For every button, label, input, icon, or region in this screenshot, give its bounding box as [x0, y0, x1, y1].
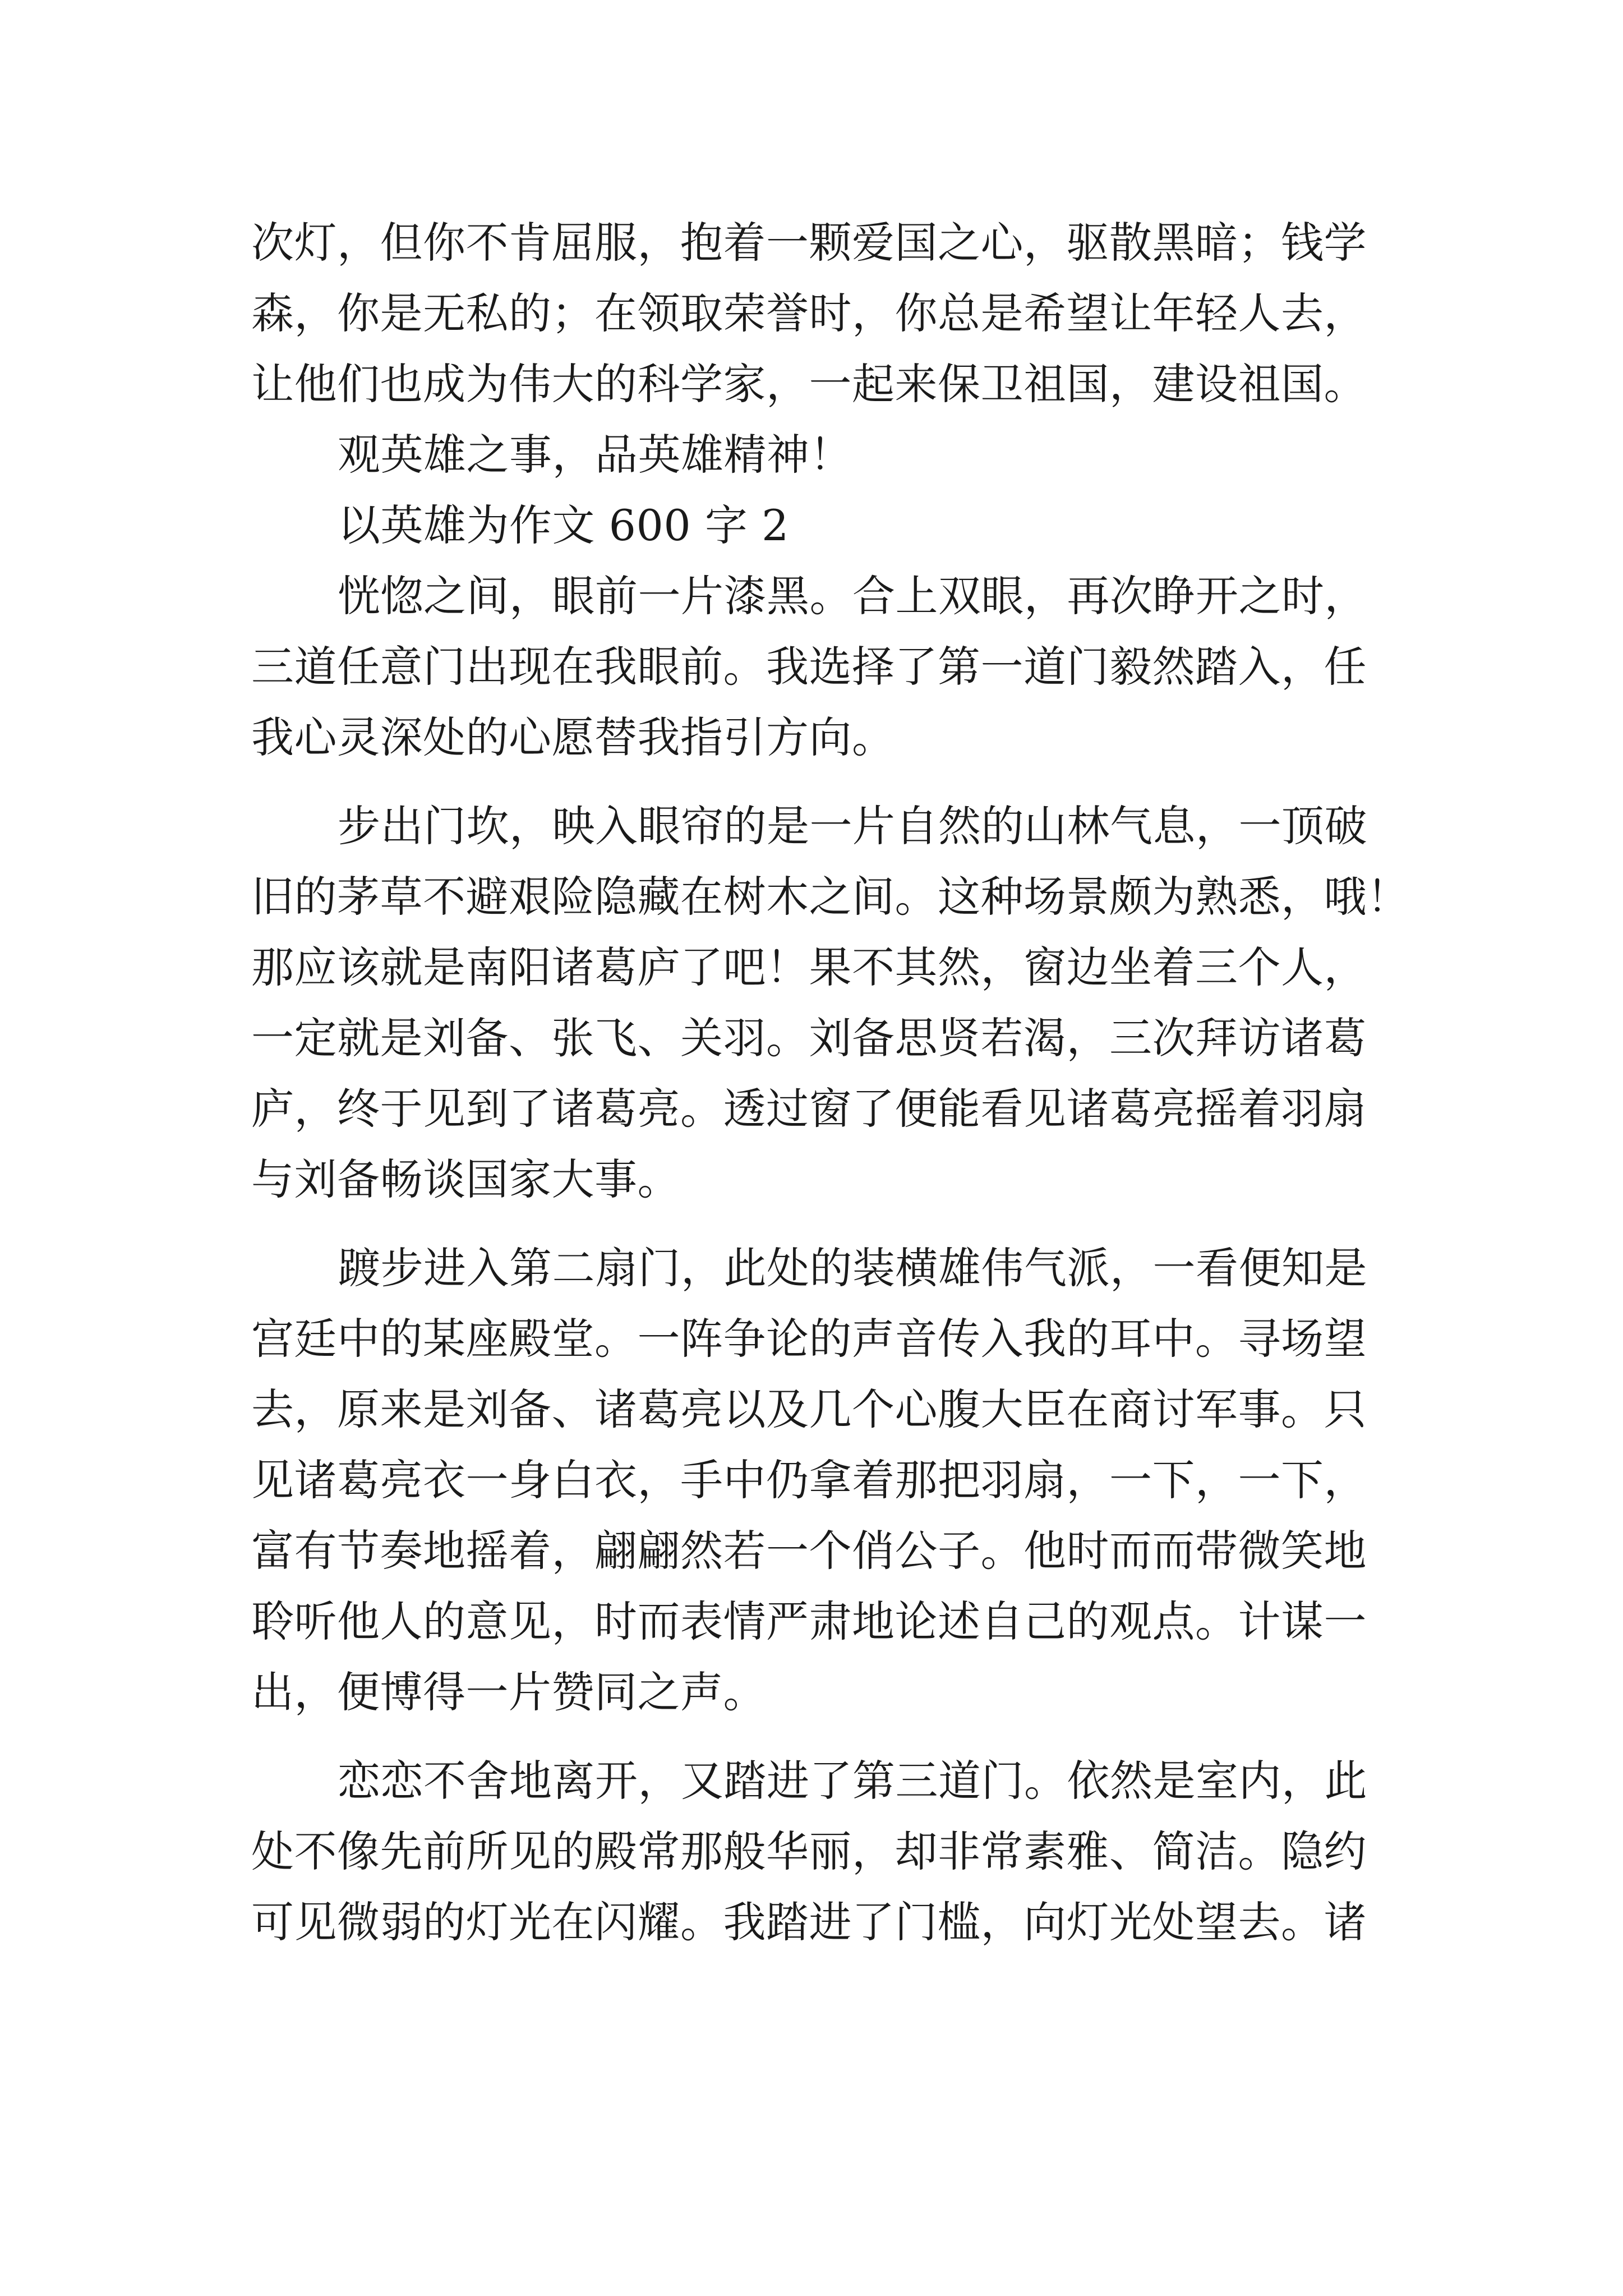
- section-heading: 以英雄为作文 600 字 2: [338, 500, 789, 550]
- text-line: 旧的茅草不避艰险隐藏在树木之间。这种场景颇为熟悉，哦！: [251, 872, 1410, 922]
- text-line: 庐，终于见到了诸葛亮。透过窗了便能看见诸葛亮摇着羽扇: [251, 1084, 1367, 1134]
- text-line: 去，原来是刘备、诸葛亮以及几个心腹大臣在商讨军事。只: [251, 1384, 1367, 1434]
- text-line: 森，你是无私的；在领取荣誉时，你总是希望让年轻人去，: [251, 288, 1367, 338]
- text-line: 三道任意门出现在我眼前。我选择了第一道门毅然踏入，任: [251, 642, 1367, 692]
- paragraph-first-line: 步出门坎，映入眼帘的是一片自然的山林气息，一顶破: [338, 801, 1367, 851]
- text-line: 一定就是刘备、张飞、关羽。刘备思贤若渴，三次拜访诸葛: [251, 1013, 1367, 1063]
- text-line: 那应该就是南阳诸葛庐了吧！果不其然，窗边坐着三个人，: [251, 942, 1367, 992]
- text-line: 出，便博得一片赞同之声。: [251, 1667, 766, 1717]
- paragraph-first-line: 观英雄之事，品英雄精神！: [338, 430, 852, 480]
- text-line: 见诸葛亮衣一身白衣，手中仍拿着那把羽扇，一下，一下，: [251, 1455, 1367, 1505]
- document-body: [251, 208, 1410, 1958]
- text-line: 聆听他人的意见，时而表情严肃地论述自己的观点。计谋一: [251, 1596, 1367, 1646]
- text-line: 处不像先前所见的殿常那般华丽，却非常素雅、简洁。隐约: [251, 1826, 1367, 1876]
- paragraph-first-line: 恍惚之间，眼前一片漆黑。合上双眼，再次睁开之时，: [338, 571, 1367, 621]
- text-line: 次灯，但你不肯屈服，抱着一颗爱国之心，驱散黑暗；钱学: [251, 218, 1367, 268]
- paragraph-first-line: 踱步进入第二扇门，此处的装横雄伟气派，一看便知是: [338, 1243, 1367, 1293]
- paragraph-first-line: 恋恋不舍地离开，又踏进了第三道门。依然是室内，此: [338, 1756, 1367, 1806]
- text-line: 可见微弱的灯光在闪耀。我踏进了门槛，向灯光处望去。诸: [251, 1897, 1367, 1947]
- text-line: 富有节奏地摇着，翩翩然若一个俏公子。他时而而带微笑地: [251, 1526, 1367, 1576]
- text-line: 宫廷中的某座殿堂。一阵争论的声音传入我的耳中。寻场望: [251, 1314, 1367, 1364]
- text-line: 让他们也成为伟大的科学家，一起来保卫祖国，建设祖国。: [251, 359, 1367, 409]
- text-line: 与刘备畅谈国家大事。: [251, 1154, 680, 1204]
- text-line: 我心灵深处的心愿替我指引方向。: [251, 712, 895, 762]
